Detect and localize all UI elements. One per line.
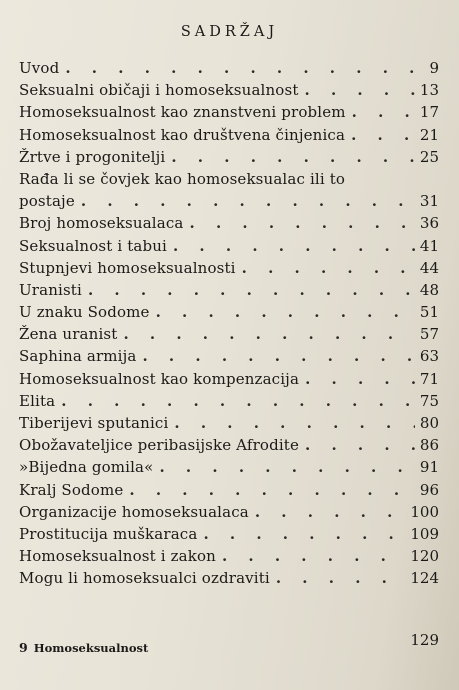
dot-leader: [305, 79, 416, 101]
toc-entry: [19, 235, 439, 257]
toc-entry-title: Homoseksualnost i zakon: [19, 547, 216, 566]
toc-entry: [19, 523, 439, 545]
toc-entry: [19, 146, 439, 168]
toc-entry: [19, 323, 439, 345]
toc-entry: [19, 57, 439, 79]
dot-leader: [242, 257, 415, 279]
toc-entry: [19, 434, 439, 456]
toc-entry-title: Homoseksualnost kao kompenzacija: [19, 369, 300, 388]
toc-entry-title: Organizacije homoseksualaca: [19, 502, 249, 521]
toc-entry-page: 21: [419, 125, 439, 144]
page-number: 129: [410, 631, 439, 649]
toc-entry-page: 57: [419, 325, 439, 344]
dot-leader: [156, 301, 415, 323]
dot-leader: [88, 279, 415, 301]
toc-entry-title: Homoseksualnost kao znanstveni problem: [19, 103, 346, 122]
toc-entry-title: Homoseksualnost kao društvena činjenica: [19, 125, 346, 144]
toc-entry-page: 96: [419, 480, 439, 499]
dot-leader: [222, 545, 406, 567]
toc-entry-title: Uvod: [19, 59, 60, 77]
toc-entry-page: 36: [419, 214, 439, 233]
dot-leader: [129, 479, 415, 501]
toc-entry-page: 48: [419, 280, 439, 299]
toc-entry: [19, 501, 439, 523]
dot-leader: [159, 456, 415, 478]
toc-entry-page: 13: [419, 81, 439, 100]
dot-leader: [81, 190, 415, 212]
toc-entry-page: 44: [419, 258, 439, 277]
toc-entry: [19, 301, 439, 323]
toc-entry-title: »Bijedna gomila«: [19, 458, 154, 477]
dot-leader: [352, 101, 415, 123]
dot-leader: [255, 501, 407, 523]
toc-entry-page: 86: [419, 436, 439, 455]
toc-entry-page: 120: [410, 547, 439, 566]
dot-leader: [174, 412, 415, 434]
toc-entry-title: Prostitucija muškaraca: [19, 524, 198, 543]
signature-title: Homoseksualnost: [33, 641, 149, 655]
dot-leader: [171, 146, 415, 168]
toc-entry-page: 41: [419, 236, 439, 255]
toc-entry-page: 51: [419, 303, 439, 322]
dot-leader: [173, 235, 415, 257]
toc-entry-page: 124: [410, 569, 439, 588]
dot-leader: [123, 323, 415, 345]
toc-entry-title: Mogu li homoseksualci ozdraviti: [19, 569, 270, 588]
toc-entry: [19, 456, 439, 478]
dot-leader: [305, 368, 415, 390]
toc-entry-page: 91: [419, 458, 439, 477]
toc-entry-title: Uranisti: [19, 280, 82, 299]
toc-entry-page: 109: [410, 524, 439, 543]
toc-entry: [19, 412, 439, 434]
toc-entry-page: 100: [410, 502, 439, 521]
toc-entry-title: Tiberijevi sputanici: [19, 414, 169, 433]
dot-leader: [305, 434, 415, 456]
toc-entry-title: Žrtve i progonitelji: [19, 147, 166, 166]
dot-leader: [203, 523, 406, 545]
toc-entry: [19, 79, 439, 101]
toc-entry: [19, 212, 439, 234]
toc-entry: [19, 257, 439, 279]
dot-leader: [351, 124, 415, 146]
toc-entry-title: Saphina armija: [19, 347, 137, 366]
page-heading: SADRŽAJ: [180, 24, 279, 40]
toc-entry-title: Seksualni običaji i homoseksualnost: [19, 81, 299, 100]
toc-entry-title-line1: Rađa li se čovjek kao homoseksualac ili to: [19, 169, 346, 188]
toc-entry-title: U znaku Sodome: [19, 303, 150, 322]
toc-entry: [19, 168, 439, 212]
toc-entry: [19, 390, 439, 412]
toc-entry-title: Seksualnost i tabui: [19, 236, 167, 255]
toc-entry: [19, 368, 439, 390]
toc-entry-page: 25: [419, 147, 439, 166]
toc-entry-title: Obožavateljice peribasijske Afrodite: [19, 436, 299, 455]
printer-signature: [19, 640, 148, 655]
toc-entry-title: Stupnjevi homoseksualnosti: [19, 258, 236, 277]
toc-entry: [19, 479, 439, 501]
signature-number: 9: [19, 640, 28, 655]
toc-entry: [19, 345, 439, 367]
toc-entry: [19, 545, 439, 567]
toc-entry: [19, 567, 439, 589]
toc-entry-title: Kralj Sodome: [19, 480, 124, 499]
table-of-contents: [19, 57, 439, 590]
toc-entry: [19, 101, 439, 123]
dot-leader: [65, 57, 415, 79]
toc-entry: [19, 124, 439, 146]
toc-entry-page: 71: [419, 369, 439, 388]
toc-entry-title: Broj homoseksualaca: [19, 214, 184, 233]
toc-entry-title: Žena uranist: [19, 325, 118, 344]
toc-entry-title: postaje: [19, 192, 75, 211]
toc-entry: [19, 279, 439, 301]
toc-entry-page: 17: [419, 103, 439, 122]
toc-entry-page: 9: [429, 59, 439, 77]
dot-leader: [190, 212, 416, 234]
toc-entry-page: 31: [419, 192, 439, 211]
toc-entry-page: 75: [419, 391, 439, 410]
dot-leader: [142, 345, 415, 367]
toc-entry-title: Elita: [19, 391, 56, 410]
dot-leader: [61, 390, 415, 412]
toc-entry-page: 63: [419, 347, 439, 366]
dot-leader: [276, 567, 407, 589]
toc-entry-page: 80: [419, 414, 439, 433]
